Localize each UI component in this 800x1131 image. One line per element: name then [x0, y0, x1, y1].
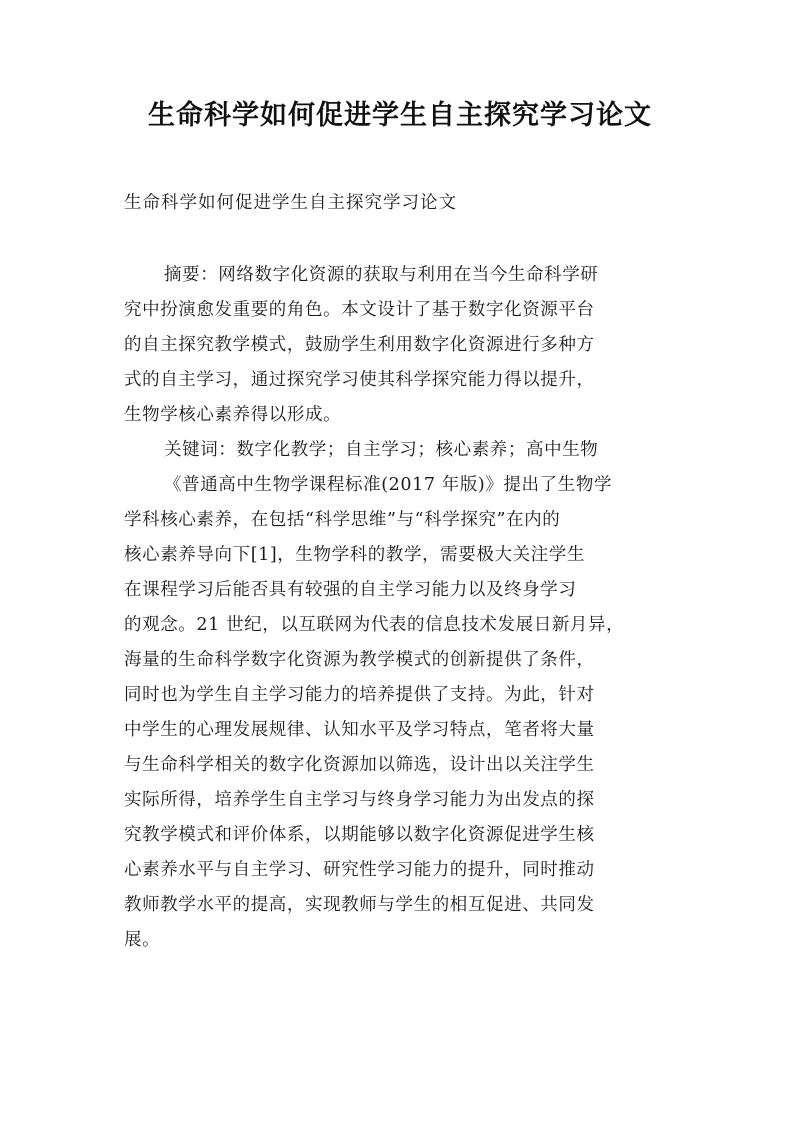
abstract-line: 摘要：网络数字化资源的获取与利用在当今生命科学研 — [164, 265, 599, 285]
page-title: 生命科学如何促进学生自主探究学习论文 — [148, 100, 652, 131]
body-line: 《普通高中生物学课程标准(2017 年版)》提出了生物学 — [164, 475, 613, 495]
keywords-line: 关键词：数字化教学；自主学习；核心素养；高中生物 — [164, 440, 599, 460]
abstract-line: 究中扮演愈发重要的角色。本文设计了基于数字化资源平台 — [124, 300, 595, 320]
body-line: 在课程学习后能否具有较强的自主学习能力以及终身学习 — [124, 580, 577, 600]
body-line: 实际所得，培养学生自主学习与终身学习能力为出发点的探 — [124, 790, 595, 810]
body-line: 展。 — [124, 930, 161, 950]
body-line: 核心素养导向下[1]，生物学科的教学，需要极大关注学生 — [124, 545, 585, 565]
intro-paragraph — [124, 468, 696, 958]
body-line: 与生命科学相关的数字化资源加以筛选，设计出以关注学生 — [124, 755, 595, 775]
abstract-line: 的自主探究教学模式，鼓励学生利用数字化资源进行多种方 — [124, 335, 595, 355]
document-subtitle: 生命科学如何促进学生自主探究学习论文 — [124, 193, 457, 213]
body-line: 究教学模式和评价体系，以期能够以数字化资源促进学生核 — [124, 825, 595, 845]
abstract-line: 生物学核心素养得以形成。 — [124, 405, 342, 425]
keywords-paragraph — [124, 433, 696, 468]
body-line: 的观念。21 世纪，以互联网为代表的信息技术发展日新月异， — [124, 615, 625, 635]
abstract-paragraph — [124, 258, 696, 433]
document-body — [124, 258, 696, 958]
body-line: 海量的生命科学数字化资源为教学模式的创新提供了条件， — [124, 650, 595, 670]
body-line: 心素养水平与自主学习、研究性学习能力的提升，同时推动 — [124, 860, 595, 880]
body-line: 教师教学水平的提高，实现教师与学生的相互促进、共同发 — [124, 895, 595, 915]
body-line: 中学生的心理发展规律、认知水平及学习特点，笔者将大量 — [124, 720, 595, 740]
body-line: 同时也为学生自主学习能力的培养提供了支持。为此，针对 — [124, 685, 595, 705]
abstract-line: 式的自主学习，通过探究学习使其科学探究能力得以提升， — [124, 370, 595, 390]
body-line: 学科核心素养，在包括“科学思维”与“科学探究”在内的 — [124, 510, 561, 530]
